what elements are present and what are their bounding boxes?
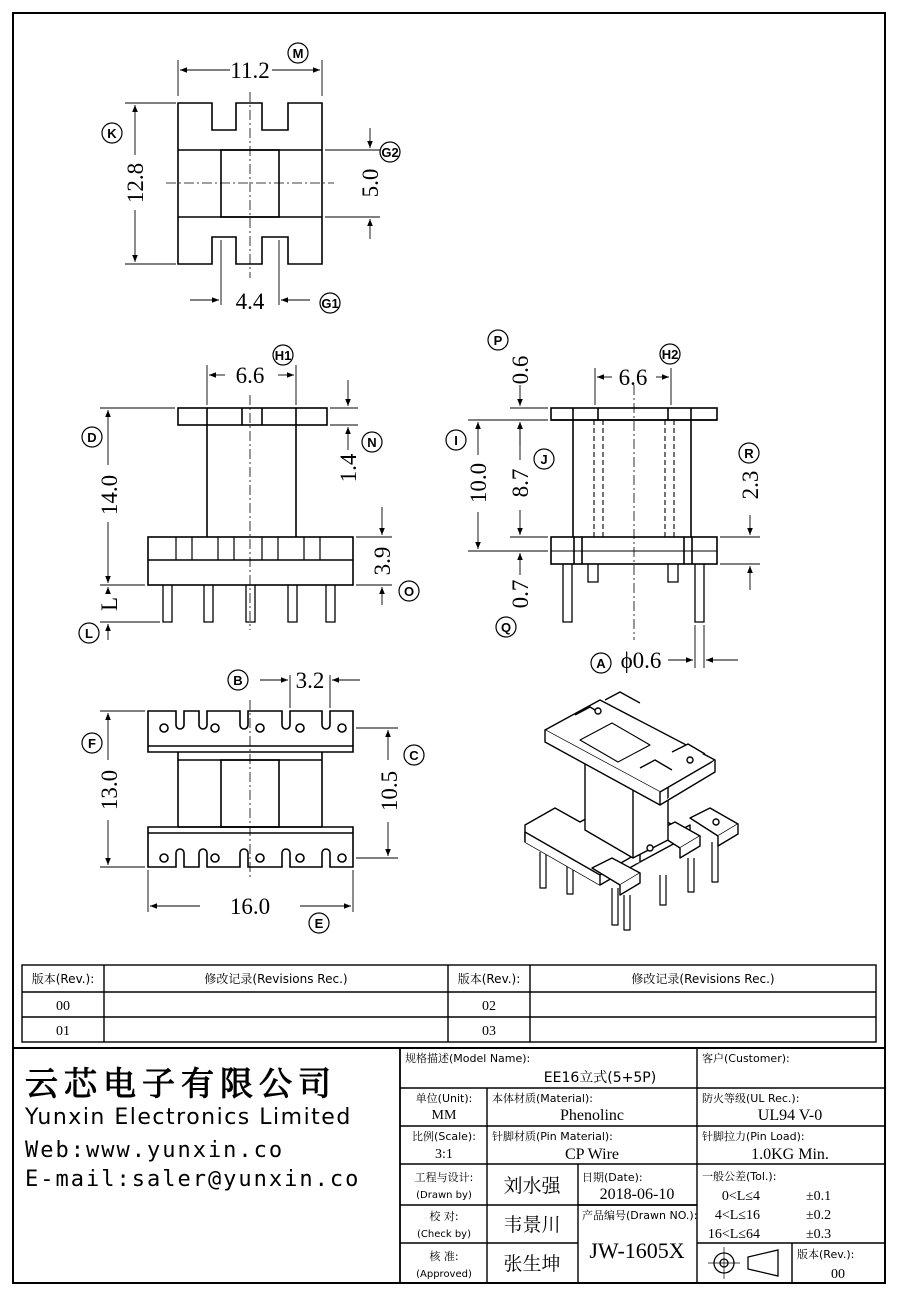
rev-cell: 00 bbox=[56, 999, 70, 1014]
check-label-en: (Check by) bbox=[416, 1229, 472, 1240]
ul-value: UL94 V-0 bbox=[757, 1107, 823, 1124]
tol-value: ±0.3 bbox=[806, 1227, 832, 1242]
bubble-Q bbox=[496, 617, 516, 637]
tol-value: ±0.2 bbox=[806, 1208, 832, 1223]
scale-label: 比例(Scale): bbox=[412, 1130, 476, 1143]
rec-header-right: 修改记录(Revisions Rec.) bbox=[631, 972, 775, 986]
svg-text:B: B bbox=[233, 673, 243, 688]
company-name-en: Yunxin Electronics Limited bbox=[25, 1105, 352, 1130]
bubble-F bbox=[82, 733, 102, 753]
svg-text:Q: Q bbox=[500, 620, 512, 635]
pin-load-value: 1.0KG Min. bbox=[751, 1146, 829, 1163]
svg-text:G2: G2 bbox=[381, 145, 399, 160]
bubble-G1 bbox=[320, 293, 340, 313]
company-email: E-mail:saler@yunxin.co bbox=[25, 1167, 361, 1192]
svg-text:K: K bbox=[107, 126, 117, 141]
front-view bbox=[100, 365, 392, 640]
dim-I-value: 10.0 bbox=[466, 462, 491, 504]
svg-text:H2: H2 bbox=[661, 347, 679, 362]
dim-B-value: 3.2 bbox=[295, 668, 325, 693]
svg-text:C: C bbox=[409, 748, 419, 763]
bubble-A bbox=[591, 653, 611, 673]
dim-R-value: 2.3 bbox=[738, 470, 763, 500]
customer-label: 客户(Customer): bbox=[702, 1052, 790, 1065]
dim-N-value: 1.4 bbox=[336, 453, 361, 483]
date-value: 2018-06-10 bbox=[599, 1186, 675, 1203]
bubble-H1 bbox=[273, 345, 293, 365]
date-label: 日期(Date): bbox=[582, 1171, 643, 1184]
dim-F-value: 13.0 bbox=[97, 769, 122, 811]
svg-text:P: P bbox=[493, 333, 503, 348]
bubble-H2 bbox=[660, 344, 680, 364]
rec-header-left: 修改记录(Revisions Rec.) bbox=[204, 972, 348, 986]
company-web: Web:www.yunxin.co bbox=[25, 1138, 285, 1163]
drawn-label-en: (Drawn by) bbox=[416, 1190, 472, 1201]
dim-C-value: 10.5 bbox=[377, 770, 402, 812]
model-label: 规格描述(Model Name): bbox=[405, 1052, 531, 1065]
approved-label-en: (Approved) bbox=[416, 1269, 472, 1280]
top-view bbox=[125, 60, 380, 305]
rev-header-right: 版本(Rev.): bbox=[457, 972, 521, 986]
dim-P-value: 0.6 bbox=[508, 355, 533, 385]
dim-D-value: 14.0 bbox=[97, 474, 122, 516]
check-by: 韦景川 bbox=[503, 1214, 561, 1236]
rev-cell: 02 bbox=[482, 999, 496, 1014]
svg-text:F: F bbox=[88, 736, 96, 751]
svg-text:H1: H1 bbox=[274, 348, 292, 363]
pin-load-label: 针脚拉力(Pin Load): bbox=[702, 1130, 805, 1143]
unit-value: MM bbox=[431, 1108, 457, 1123]
projection-symbol-icon bbox=[708, 1247, 778, 1279]
dim-E-value: 16.0 bbox=[229, 894, 271, 919]
svg-text:G1: G1 bbox=[321, 296, 339, 311]
svg-text:A: A bbox=[596, 656, 606, 671]
pin-material-label: 针脚材质(Pin Material): bbox=[492, 1130, 613, 1143]
bubble-P bbox=[488, 330, 508, 350]
bubble-O bbox=[399, 581, 419, 601]
drawn-no-label: 产品编号(Drawn NO.): bbox=[582, 1209, 698, 1222]
svg-text:L: L bbox=[85, 626, 93, 641]
drawn-no-value: JW-1605X bbox=[589, 1238, 685, 1263]
dim-K-value: 12.8 bbox=[123, 162, 148, 204]
svg-text:E: E bbox=[314, 916, 324, 931]
svg-text:I: I bbox=[454, 433, 458, 448]
drawn-label: 工程与设计: bbox=[414, 1171, 474, 1184]
bubble-M bbox=[288, 43, 308, 63]
approved-label: 核 准: bbox=[429, 1250, 459, 1263]
approved-by: 张生坤 bbox=[503, 1253, 561, 1275]
tol-range: 4<L≤16 bbox=[714, 1208, 760, 1223]
bottom-view bbox=[100, 675, 398, 912]
tol-value: ±0.1 bbox=[806, 1189, 832, 1204]
tol-range: 0<L≤4 bbox=[721, 1189, 760, 1204]
svg-text:M: M bbox=[292, 46, 304, 61]
bubble-I bbox=[446, 430, 466, 450]
bubble-N bbox=[362, 432, 382, 452]
rev-value: 00 bbox=[831, 1267, 845, 1282]
dim-J-value: 8.7 bbox=[508, 468, 533, 498]
material-label: 本体材质(Material): bbox=[492, 1092, 593, 1105]
svg-text:N: N bbox=[367, 435, 377, 450]
drawn-by: 刘水强 bbox=[503, 1175, 561, 1197]
dim-G1-value: 4.4 bbox=[235, 289, 265, 314]
svg-text:O: O bbox=[403, 584, 415, 599]
tol-label: 一般公差(Tol.): bbox=[702, 1170, 777, 1183]
bubble-R bbox=[739, 443, 759, 463]
bubble-G2 bbox=[380, 142, 400, 162]
check-label: 校 对: bbox=[429, 1210, 459, 1223]
dim-G2-value: 5.0 bbox=[358, 168, 383, 198]
bubble-D bbox=[82, 427, 102, 447]
rev-cell: 01 bbox=[56, 1024, 70, 1039]
unit-label: 单位(Unit): bbox=[415, 1092, 473, 1105]
dim-H1-value: 6.6 bbox=[235, 363, 265, 388]
rev-label: 版本(Rev.): bbox=[797, 1248, 855, 1261]
svg-text:R: R bbox=[744, 446, 754, 461]
scale-value: 3:1 bbox=[435, 1147, 453, 1162]
bubble-E bbox=[309, 913, 329, 933]
bubble-J bbox=[534, 449, 554, 469]
rev-cell: 03 bbox=[482, 1024, 496, 1039]
tol-range: 16<L≤64 bbox=[707, 1227, 760, 1242]
pin-material-value: CP Wire bbox=[564, 1146, 620, 1163]
isometric-view bbox=[525, 692, 738, 930]
bubble-K bbox=[102, 123, 122, 143]
dim-O-value: 3.9 bbox=[370, 546, 395, 576]
bubble-C bbox=[404, 745, 424, 765]
dim-H2-value: 6.6 bbox=[618, 365, 648, 390]
bubble-B bbox=[228, 670, 248, 690]
company-name-cn: 云芯电子有限公司 bbox=[25, 1064, 337, 1103]
dim-L-value: L bbox=[97, 596, 122, 612]
material-value: Phenolinc bbox=[560, 1107, 624, 1124]
svg-text:D: D bbox=[87, 430, 97, 445]
dim-M-value: 11.2 bbox=[230, 58, 270, 83]
model-value: EE16立式(5+5P) bbox=[543, 1070, 657, 1086]
ul-label: 防火等级(UL Rec.): bbox=[702, 1092, 800, 1105]
bubble-L bbox=[79, 623, 99, 643]
rev-header-left: 版本(Rev.): bbox=[31, 972, 95, 986]
svg-text:J: J bbox=[540, 452, 548, 467]
dim-A-value: ϕ0.6 bbox=[620, 648, 662, 673]
dim-Q-value: 0.7 bbox=[508, 579, 533, 609]
